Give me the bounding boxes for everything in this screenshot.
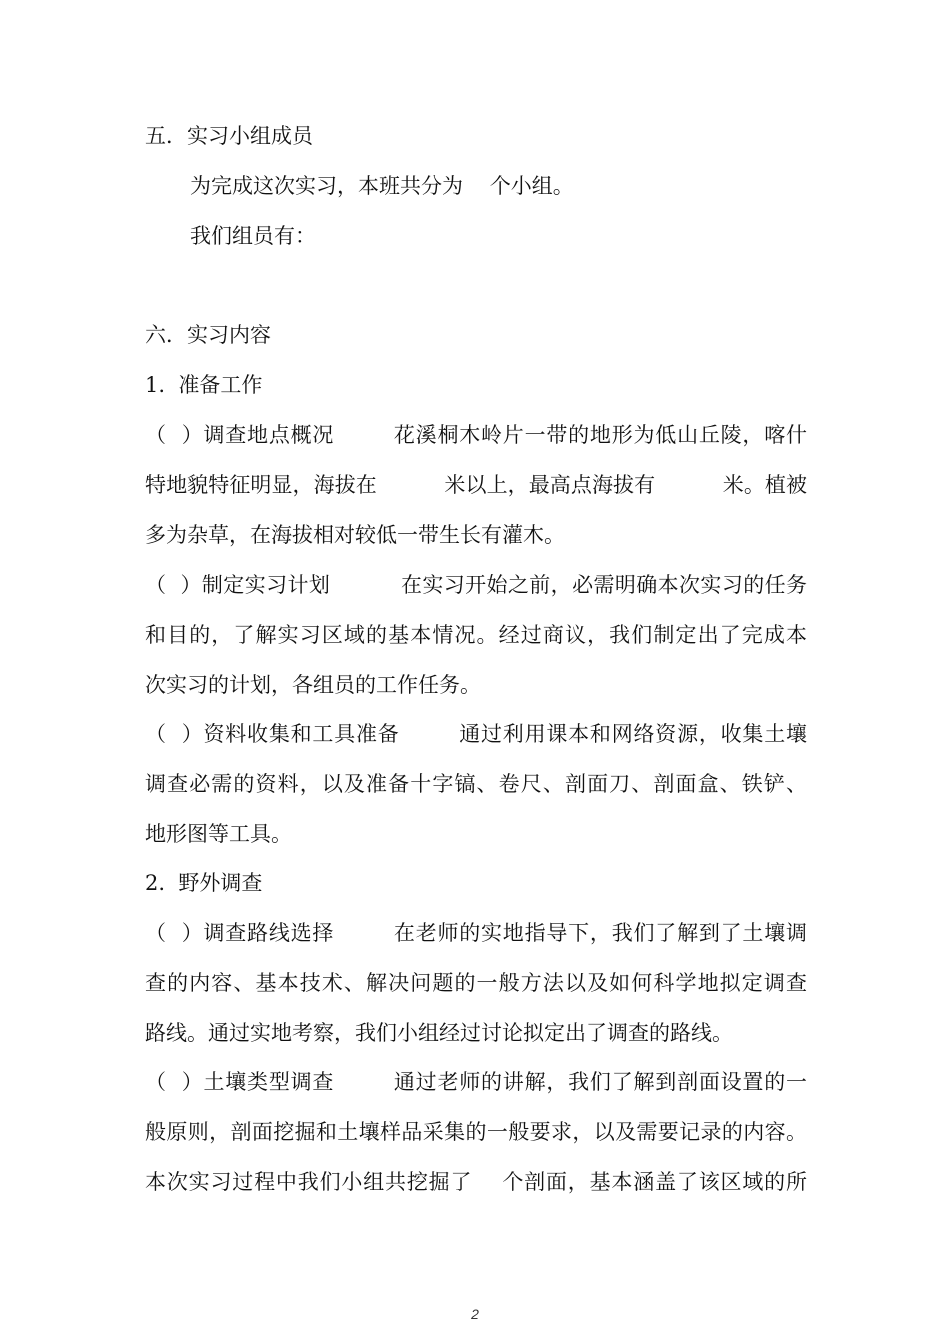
- materials-line-3: 地形图等工具。: [145, 822, 292, 846]
- plan-line-2: 和目的，了解实习区域的基本情况。经过商议，我们制定出了完成本: [145, 623, 807, 647]
- plan-line-1: （ ）制定实习计划 在实习开始之前，必需明确本次实习的任务: [145, 573, 807, 597]
- members-paragraph: 我们组员有：: [190, 224, 316, 248]
- materials-line-2: 调查必需的资料，以及准备十字镐、卷尺、剖面刀、剖面盒、铁铲、: [145, 772, 807, 796]
- soil-survey-line-1: （ ）土壤类型调查 通过老师的讲解，我们了解到剖面设置的一: [145, 1070, 807, 1094]
- page-number: 2: [471, 1306, 479, 1322]
- site-overview-line-1: （ ）调查地点概况 花溪桐木岭片一带的地形为低山丘陵，喀什: [145, 423, 807, 447]
- soil-survey-line-2: 般原则，剖面挖掘和土壤样品采集的一般要求，以及需要记录的内容。: [145, 1120, 807, 1144]
- site-overview-line-3: 多为杂草，在海拔相对较低一带生长有灌木。: [145, 523, 565, 547]
- subsection-title-field-survey: 2. 野外调查: [145, 871, 263, 895]
- site-overview-line-2: 特地貌特征明显，海拔在 米以上，最高点海拔有 米。植被: [145, 473, 807, 497]
- route-line-1: （ ）调查路线选择 在老师的实地指导下，我们了解到了土壤调: [145, 921, 807, 945]
- plan-line-3: 次实习的计划，各组员的工作任务。: [145, 673, 481, 697]
- group-count-paragraph: 为完成这次实习，本班共分为 个小组。: [190, 174, 574, 198]
- section-heading-members: 五．实习小组成员: [145, 124, 313, 148]
- route-line-2: 查的内容、基本技术、解决问题的一般方法以及如何科学地拟定调查: [145, 971, 807, 995]
- soil-survey-line-3: 本次实习过程中我们小组共挖掘了 个剖面，基本涵盖了该区域的所: [145, 1170, 807, 1194]
- route-line-3: 路线。通过实地考察，我们小组经过讨论拟定出了调查的路线。: [145, 1021, 733, 1045]
- section-heading-content: 六．实习内容: [145, 323, 271, 347]
- materials-line-1: （ ）资料收集和工具准备 通过利用课本和网络资源，收集土壤: [145, 722, 807, 746]
- subsection-title-preparation: 1. 准备工作: [145, 373, 263, 397]
